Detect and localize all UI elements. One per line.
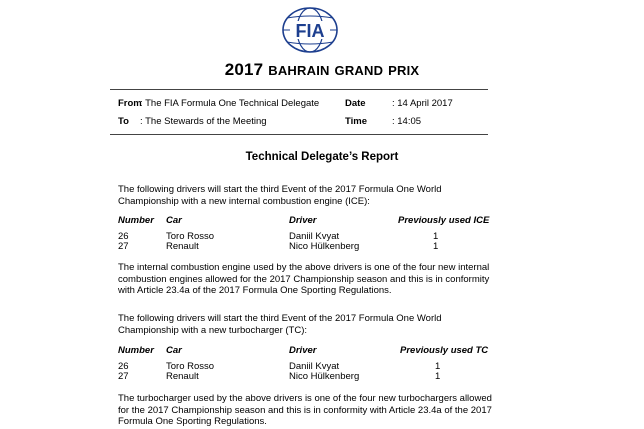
header-top-rule	[110, 89, 488, 90]
ice-row2-number: 27	[118, 241, 129, 252]
date-value: : 14 April 2017	[392, 98, 453, 109]
time-label: Time	[345, 116, 368, 127]
tc-row2-driver: Nico Hülkenberg	[289, 371, 360, 382]
tc-conformity-note: The turbocharger used by the above drivers is one of the four new turbochargers allowed for the 2017 Championship season and this is in conformity with Article 23.4a of the 2017 Formula One Sporting Regulations.	[118, 393, 492, 427]
tc-row2-number: 27	[118, 371, 129, 382]
ice-col-driver: Driver	[289, 215, 317, 226]
to-value: : The Stewards of the Meeting	[140, 116, 267, 127]
date-label: Date	[345, 98, 366, 109]
ice-row2-car: Renault	[166, 241, 199, 252]
tc-intro: The following drivers will start the third Event of the 2017 Formula One World Championship with a new turbocharger (TC):	[118, 313, 442, 336]
ice-row1-used: 1	[433, 231, 439, 242]
from-label: From	[118, 98, 142, 109]
fia-globe-logo-icon	[281, 6, 339, 54]
tc-col-previously-used: Previously used TC	[400, 345, 489, 356]
tc-row1-used: 1	[435, 361, 441, 372]
time-value: : 14:05	[392, 116, 422, 127]
ice-row1-car: Toro Rosso	[166, 231, 215, 242]
tc-col-driver: Driver	[289, 345, 317, 356]
header-bottom-rule	[110, 134, 488, 135]
ice-conformity-note: The internal combustion engine used by the above drivers is one of the four new internal combustion engines allowed for the 2017 Championship season and this is in conformity with Article 23.4a of the 2017 Formula One Sporting Regulations.	[118, 262, 490, 296]
ice-intro: The following drivers will start the third Event of the 2017 Formula One World Championship with a new internal combustion engine (ICE):	[118, 184, 442, 207]
ice-col-number: Number	[118, 215, 154, 226]
tc-row1-car: Toro Rosso	[166, 361, 215, 372]
tc-col-car: Car	[166, 345, 182, 356]
tc-row1-driver: Daniil Kvyat	[289, 361, 340, 372]
tc-row2-used: 1	[435, 371, 441, 382]
tc-row2-car: Renault	[166, 371, 199, 382]
ice-row2-used: 1	[433, 241, 439, 252]
ice-row2-driver: Nico Hülkenberg	[289, 241, 360, 252]
page-title: 2017 BAHRAIN GRAND PRIX	[224, 60, 420, 79]
tc-row1-number: 26	[118, 361, 129, 372]
tc-col-number: Number	[118, 345, 154, 356]
logo-text: FIA	[295, 21, 325, 41]
ice-col-car: Car	[166, 215, 182, 226]
ice-col-previously-used: Previously used ICE	[398, 215, 490, 226]
from-value: : The FIA Formula One Technical Delegate	[140, 98, 320, 109]
ice-row1-number: 26	[118, 231, 129, 242]
ice-row1-driver: Daniil Kvyat	[289, 231, 340, 242]
report-title: Technical Delegate’s Report	[245, 151, 399, 163]
to-label: To	[118, 116, 129, 127]
